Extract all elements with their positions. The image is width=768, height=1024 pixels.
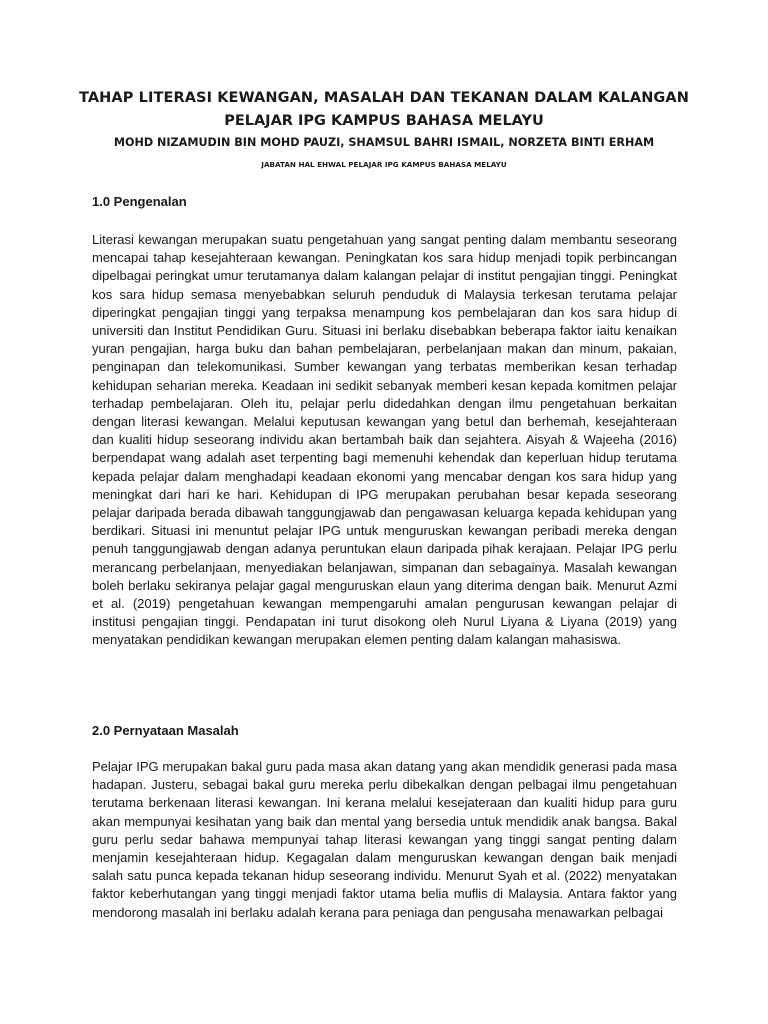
affiliation: JABATAN HAL EHWAL PELAJAR IPG KAMPUS BAHASA MELAYU <box>261 160 507 169</box>
section-heading-pengenalan: 1.0 Pengenalan <box>92 194 187 209</box>
section-body-pernyataan-masalah: Pelajar IPG merupakan bakal guru pada masa akan datang yang akan mendidik generasi pada masa hadapan. Justeru, sebagai bakal guru mereka perlu dibekalkan dengan pelbagai ilmu pengetahuan terutama berkenaan literasi kewangan. Ini kerana melalui kesejateraan dan kualiti hidup para guru akan mempunyai kesihatan yang baik dan mental yang bersedia untuk mendidik anak bangsa. Bakal guru perlu sedar bahawa mempunyai tahap literasi kewangan yang tinggi sangat penting dalam menjamin kesejahteraan hidup. Kegagalan dalam menguruskan kewangan dengan baik menjadi salah satu punca kepada tekanan hidup seseorang individu. Menurut Syah et al. (2022) menyatakan faktor keberhutangan yang tinggi menjadi faktor utama belia muflis di Malaysia. Antara faktor yang mendorong masalah ini berlaku adalah kerana para peniaga dan pengusaha menawarkan pelbagai <box>92 759 677 920</box>
document-title-line-1: TAHAP LITERASI KEWANGAN, MASALAH DAN TEKANAN DALAM KALANGAN <box>79 90 689 106</box>
document-title-line-2: PELAJAR IPG KAMPUS BAHASA MELAYU <box>224 113 544 129</box>
section-body-pengenalan: Literasi kewangan merupakan suatu pengetahuan yang sangat penting dalam membantu seseorang mencapai tahap kesejahteraan kewangan. Peningkatan kos sara hidup menjadi topik perbincangan dipelbagai peringkat umur terutamanya dalam kalangan pelajar di institut pengajian tinggi. Peningkat kos sara hidup semasa menyebabkan seluruh penduduk di Malaysia terkesan terutama pelajar diperingkat pengajian tinggi yang terpaksa menampung kos pembelajaran dan kos sara hidup di universiti dan Institut Pendidikan Guru. Situasi ini berlaku disebabkan beberapa faktor iaitu kenaikan yuran pengajian, harga buku dan bahan pembelajaran, perbelanjaan makan dan minum, pakaian, penginapan dan telekomunikasi. Sumber kewangan yang terbatas memberikan kesan terhadap kehidupan seharian mereka. Keadaan ini sedikit sebanyak memberi kesan kepada komitmen pelajar terhadap pembelajaran. Oleh itu, pelajar perlu didedahkan dengan ilmu pengetahuan berkaitan dengan literasi kewangan. Melalui keputusan kewangan yang betul dan berhemah, kesejahteraan dan kualiti hidup seseorang individu akan bertambah baik dan sejahtera. Aisyah & Wajeeha (2016) berpendapat wang adalah aset terpenting bagi memenuhi kehendak dan keperluan hidup terutama kepada pelajar dalam menghadapi keadaan ekonomi yang mencabar dengan kos sara hidup yang meningkat dari hari ke hari. Kehidupan di IPG merupakan perubahan besar kepada seseorang pelajar daripada berada dibawah tanggungjawab dan pengawasan keluarga kepada kehidupan yang berdikari. Situasi ini menuntut pelajar IPG untuk menguruskan kewangan peribadi mereka dengan penuh tanggungjawab dengan adanya peruntukan elaun daripada pihak kerajaan. Pelajar IPG perlu merancang perbelanjaan, menyediakan belanjawan, simpanan dan sebagainya. Masalah kewangan boleh berlaku sekiranya pelajar gagal menguruskan elaun yang diterima dengan baik. Menurut Azmi et al. (2019) pengetahuan kewangan mempengaruhi amalan pengurusan kewangan pelajar di institusi pengajian tinggi. Pendapatan ini turut disokong oleh Nurul Liyana & Liyana (2019) yang menyatakan pendidikan kewangan merupakan elemen penting dalam kalangan mahasiswa. <box>92 232 677 648</box>
authors: MOHD NIZAMUDIN BIN MOHD PAUZI, SHAMSUL BAHRI ISMAIL, NORZETA BINTI ERHAM <box>113 136 655 149</box>
section-heading-pernyataan-masalah: 2.0 Pernyataan Masalah <box>92 723 239 738</box>
